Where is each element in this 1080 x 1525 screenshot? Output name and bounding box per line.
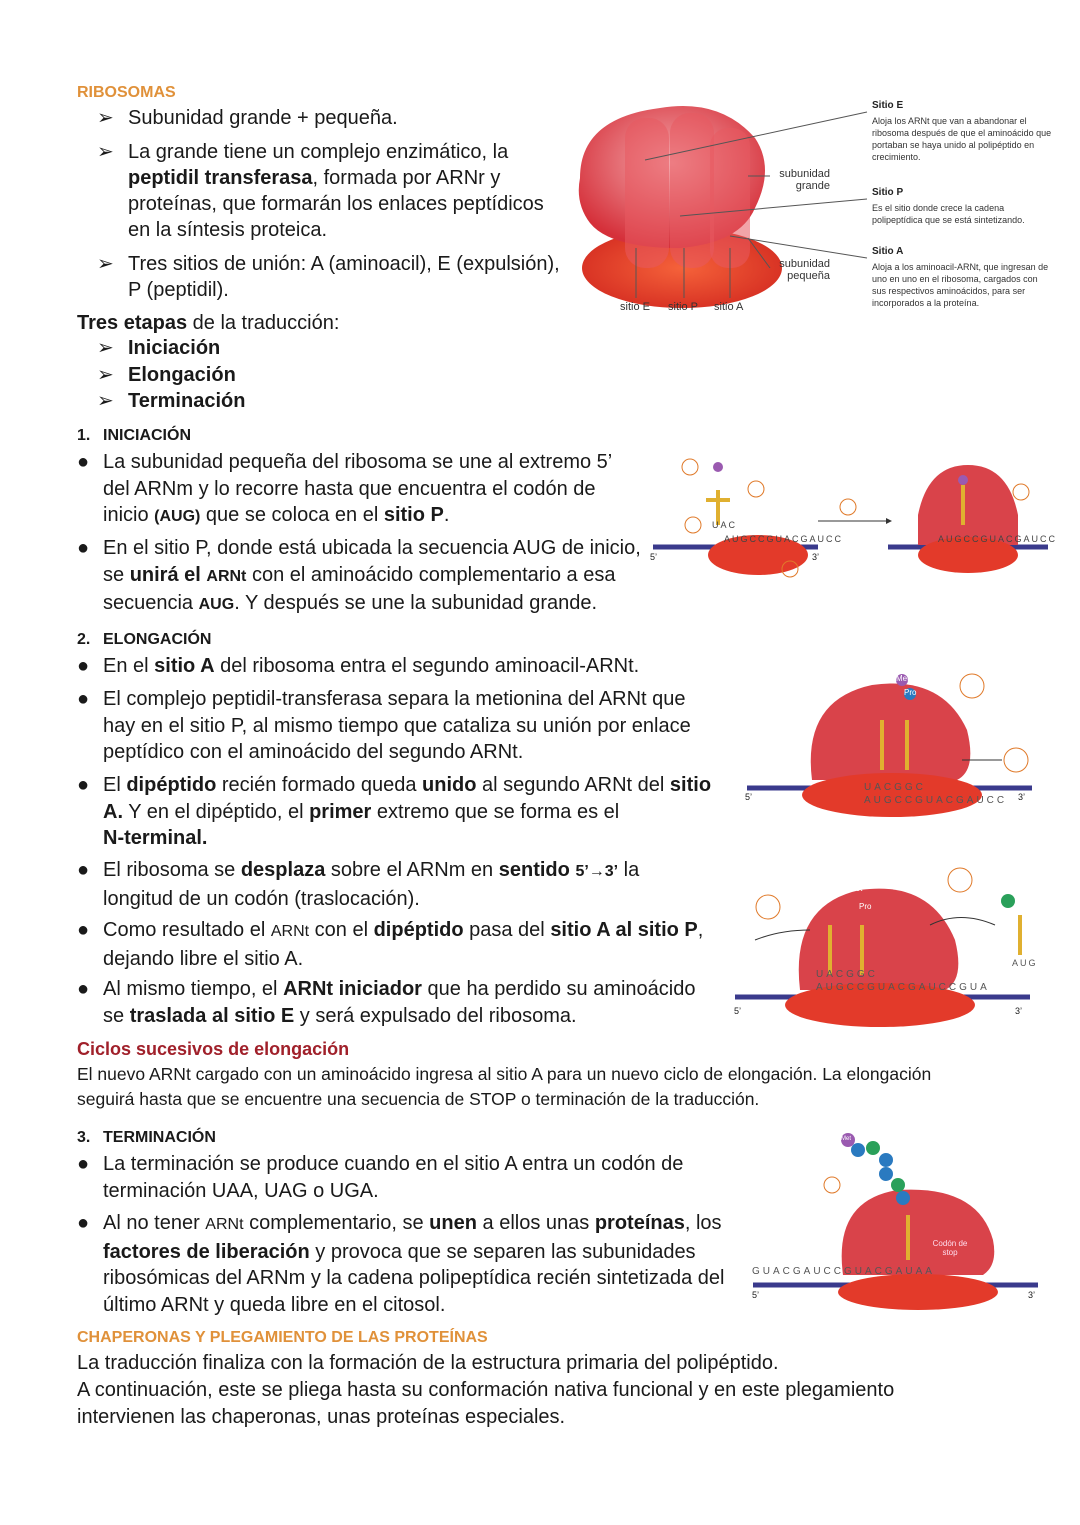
seq-mrna-2: AUGCCGUACGAUCC — [938, 534, 1058, 544]
list-item-cont: peptidil transferasa, formada por ARNr y — [128, 167, 501, 189]
label-sitio-a: sitio A — [714, 301, 744, 313]
three-prime: 3’ — [1015, 1006, 1023, 1016]
elongacion-diagram-2 — [730, 865, 1060, 1030]
pro-label: Pro — [904, 688, 917, 697]
seq-mrna-1: AUGCCGUACGAUCC — [724, 534, 844, 544]
seq-anticodon: UAC — [712, 520, 738, 530]
label-sitio-e: sitio E — [620, 301, 650, 313]
ciclos-title: Ciclos sucesivos de elongación — [77, 1039, 350, 1059]
pro-label: Pro — [859, 902, 872, 911]
seq-mrna-4: AUGCCGUACGAUCCGUA — [816, 982, 990, 993]
arrow-bullet-icon: ➢ — [97, 364, 114, 386]
terminacion-diagram — [748, 1130, 1048, 1315]
seq-anticodons: UACGGC — [816, 969, 878, 980]
label-sitio-p: sitio P — [668, 301, 698, 313]
iniciacion-diagram — [648, 455, 1058, 585]
chaperonas-line-3: intervienen las chaperonas, unas proteínas especiales. — [77, 1406, 566, 1428]
arrow-bullet-icon: ➢ — [97, 390, 114, 412]
three-prime: 3’ — [1028, 1290, 1036, 1300]
five-prime: 5’ — [650, 552, 658, 562]
ciclos-line-1: El nuevo ARNt cargado con un aminoácido ingresa al sitio A para un nuevo ciclo de elongación. La elongación — [77, 1064, 932, 1084]
five-prime: 5’ — [734, 1006, 742, 1016]
chaperonas-line-1: La traducción finaliza con la formación de la estructura primaria del polipéptido. — [77, 1352, 779, 1374]
arrow-bullet-icon: ➢ — [97, 107, 114, 129]
side-note-sitio-a: Sitio A Aloja a los aminoacil-ARNt, que ingresan de uno en uno en el ribosoma, cargados con sus respectivos aminoácidos, para ser incorporados a la proteína. — [872, 246, 1049, 308]
section-title-chaperonas: CHAPERONAS Y PLEGAMIENTO DE LAS PROTEÍNAS — [77, 1329, 488, 1346]
three-prime: 3’ — [812, 552, 820, 562]
seq-mrna-5: GUACGAUCCGUACGAUAA — [752, 1266, 935, 1277]
label-subunidad-grande: subunidad grande — [779, 168, 830, 192]
met-label: Met — [849, 884, 863, 893]
side-note-sitio-p: Sitio P Es el sitio donde crece la cadena polipeptídica que se está sintetizando. — [872, 187, 1025, 225]
met-label: Met — [896, 674, 910, 683]
list-item-cont: proteínas, que formarán los enlaces peptídicos — [128, 193, 544, 215]
ciclos-line-2: seguirá hasta que se encuentre una secuencia de STOP o terminación de la traducción. — [77, 1089, 760, 1109]
five-prime: 5’ — [745, 792, 753, 802]
label-subunidad-pequena: subunidad pequeña — [779, 258, 830, 282]
section-title-ribosomas: RIBOSOMAS — [77, 84, 176, 101]
list-item-cont: en la síntesis proteica. — [128, 219, 327, 241]
seq-anticodons: UACGGC — [864, 782, 926, 793]
arrow-bullet-icon: ➢ — [97, 337, 114, 359]
etapas-intro: Tres etapas de la traducción: — [77, 312, 340, 334]
seq-mrna-3: AUGCCGUACGAUCC — [864, 795, 1008, 806]
met-label: Met — [841, 1136, 852, 1142]
arrow-bullet-icon: ➢ — [97, 253, 114, 275]
side-note-sitio-e: Sitio E Aloja los ARNt que van a abandonar el ribosoma después de que el aminoácido que portaban se haya unido al polipéptido en crecimiento. — [872, 100, 1052, 162]
three-prime: 3’ — [1018, 792, 1026, 802]
list-item-cont: P (peptidil). — [128, 279, 229, 301]
five-prime: 5’ — [752, 1290, 760, 1300]
arrow-bullet-icon: ➢ — [97, 141, 114, 163]
chaperonas-line-2: A continuación, este se pliega hasta su conformación nativa funcional y en este plegamiento — [77, 1379, 895, 1401]
seq-aug: AUG — [1012, 958, 1038, 968]
codon-stop-label: Codón de stop — [932, 1239, 968, 1257]
